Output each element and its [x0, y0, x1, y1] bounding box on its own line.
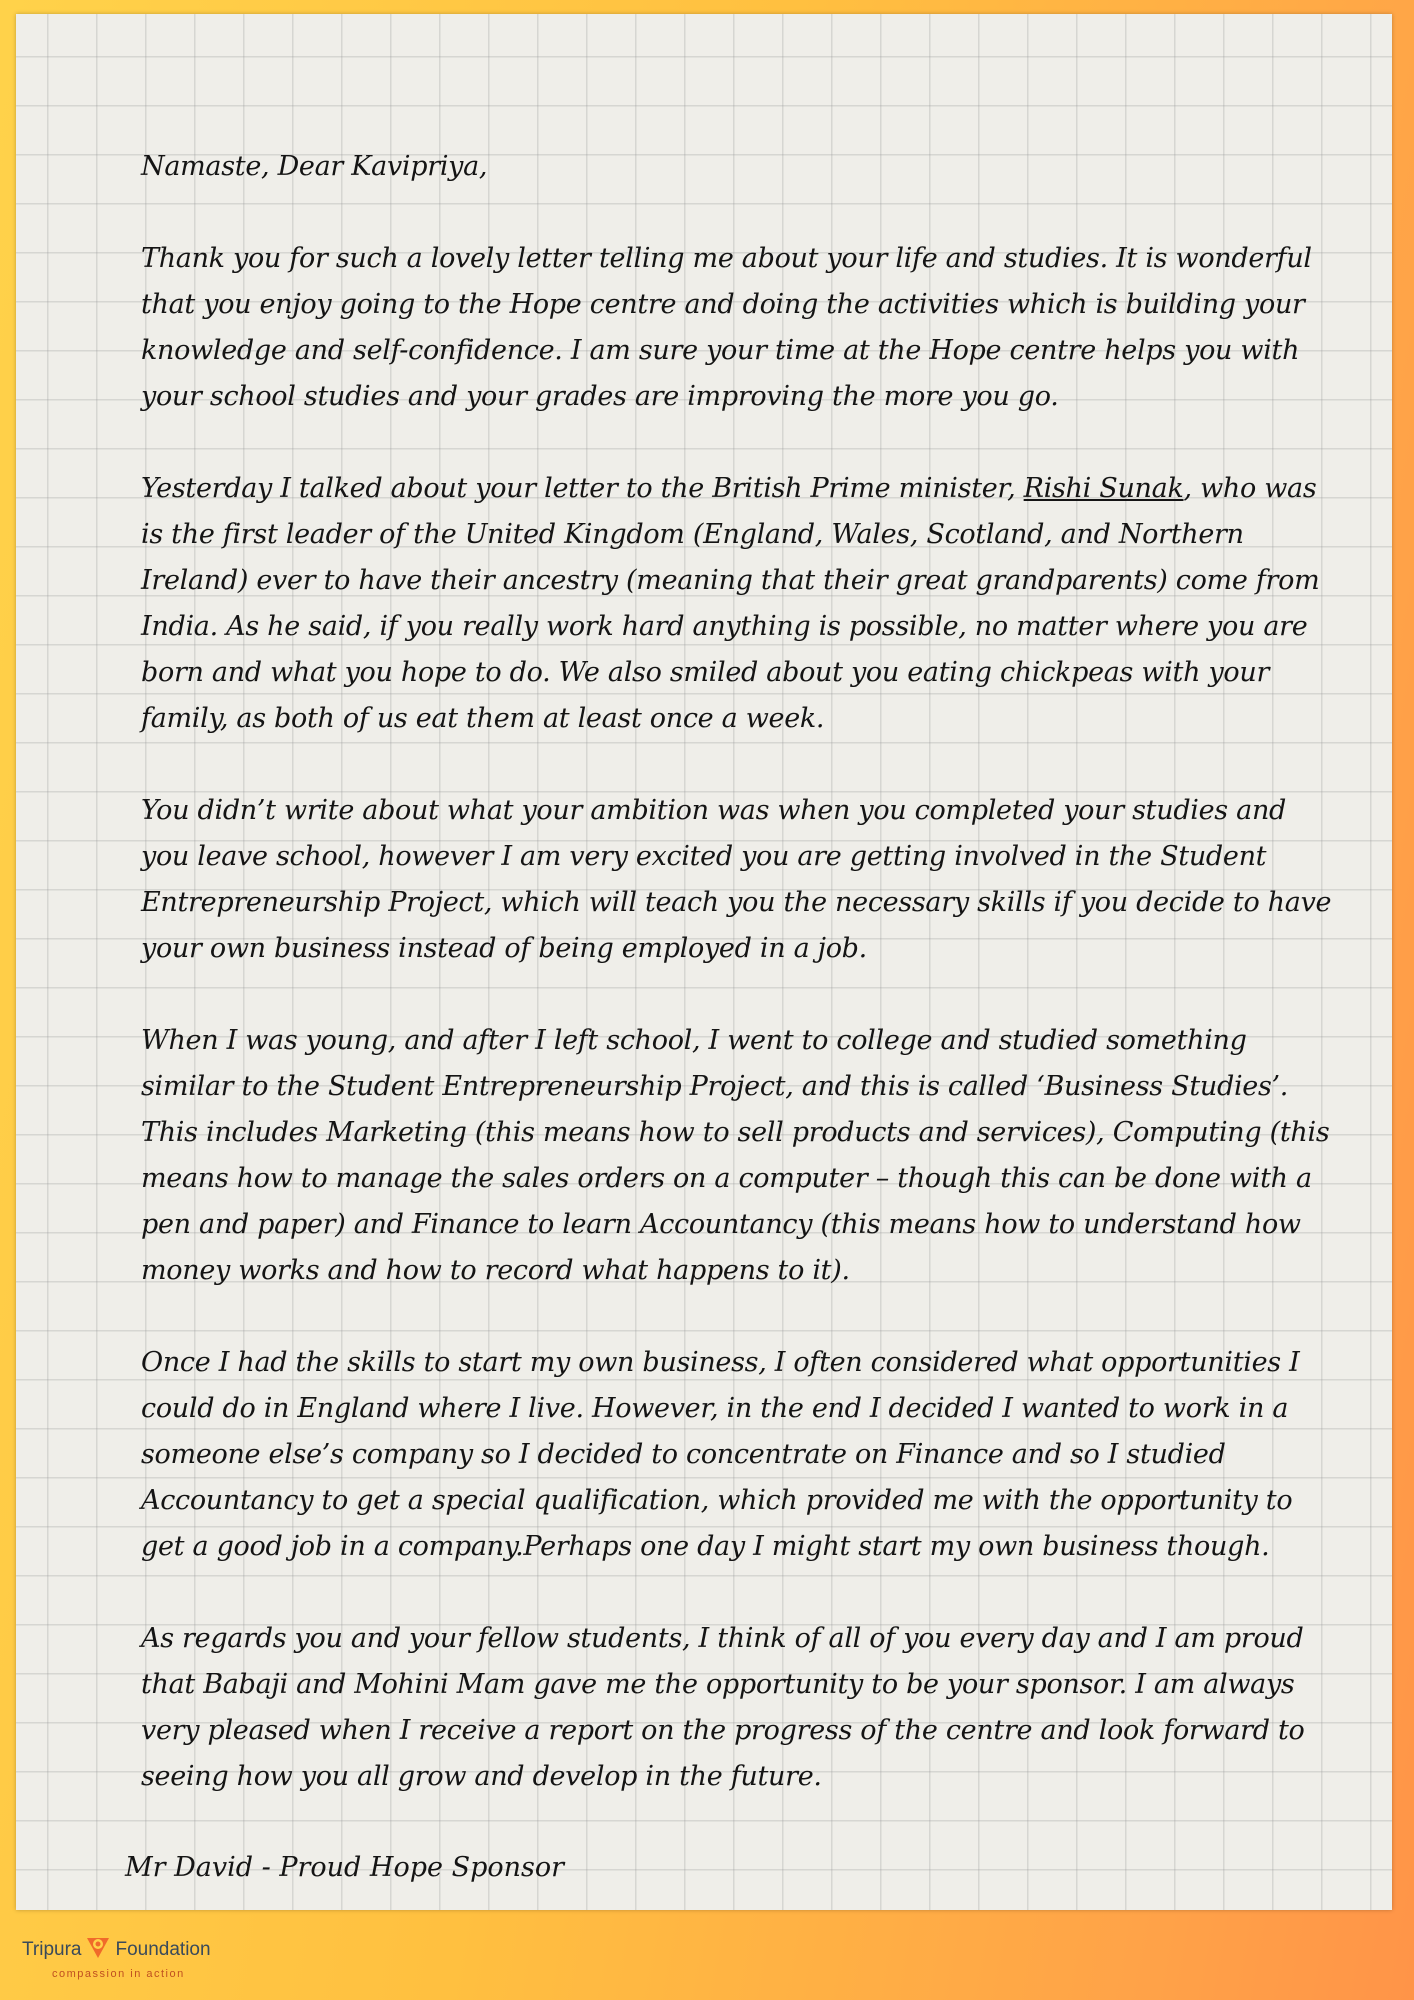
paragraph-2-end: , who was is the first leader of the United Kingdom (England, Wales, Scotland, and Northern Ireland) ever to have their ancestry (meaning that their great grandparents) come from India. As he said, if you really work hard anything is possible, no matter where you are born and what you hope to do. We also smiled about you eating chickpeas with your family, as both of us eat them at least once a week. [141, 473, 1320, 734]
letter-paragraph-6: As regards you and your fellow students, I think of all of you every day and I am proud that Babaji and Mohini Mam gave me the opportunity to be your sponsor. I am always very pleased when I receive a report on the progress of the centre and look forward to seeing how you all grow and develop in the future. [141, 1623, 1305, 1792]
logo-wordmark [22, 1934, 222, 1966]
letter-paragraph-4: When I was young, and after I left school, I went to college and studied something similar to the Student Entrepreneurship Project, and this is called ‘Business Studies’. This includes Marketing (this means how to sell products and services), Computing (this means how to manage the sales orders on a computer – though this can be done with a pen and paper) and Finance to learn Accountancy (this means how to understand how money works and how to record what happens to it). [141, 1025, 1330, 1286]
letter-salutation: Namaste, Dear Kavipriya, [141, 151, 488, 182]
letter-signature: Mr David - Proud Hope Sponsor [125, 1852, 565, 1883]
underlined-name: Rishi Sunak [1023, 473, 1184, 504]
paragraph-2-start: Yesterday I talked about your letter to the British Prime minister, [141, 473, 1024, 504]
letter-paragraph-1: Thank you for such a lovely letter telling me about your life and studies. It is wonderful that you enjoy going to the Hope centre and doing the activities which is building your knowledge and self-confidence. I am sure your time at the Hope centre helps you with your school studies and your grades are improving the more you go. [141, 243, 1312, 412]
logo-text-left: Tripura [22, 1939, 82, 1961]
letter-paragraph-2 [141, 466, 1341, 742]
tripura-foundation-logo [22, 1934, 222, 1984]
logo-text-right: Foundation [115, 1939, 211, 1961]
letter-paper [16, 14, 1392, 1910]
letter-body [141, 144, 1341, 1846]
letter-paragraph-5: Once I had the skills to start my own business, I often considered what opportunities I could do in England where I live. However, in the end I decided I wanted to work in a someone else’s company so I decided to concentrate on Finance and so I studied Accountancy to get a special qualification, which provided me with the opportunity to get a good job in a company.Perhaps one day I might start my own business though. [141, 1347, 1300, 1562]
tripura-flame-triangle-icon [85, 1934, 111, 1966]
letter-paragraph-3: You didn’t write about what your ambition was when you completed your studies and you leave school, however I am very excited you are getting involved in the Student Entrepreneurship Project, which will teach you the necessary skills if you decide to have your own business instead of being employed in a job. [141, 795, 1332, 964]
logo-tagline: compassion in action [52, 1968, 185, 1980]
